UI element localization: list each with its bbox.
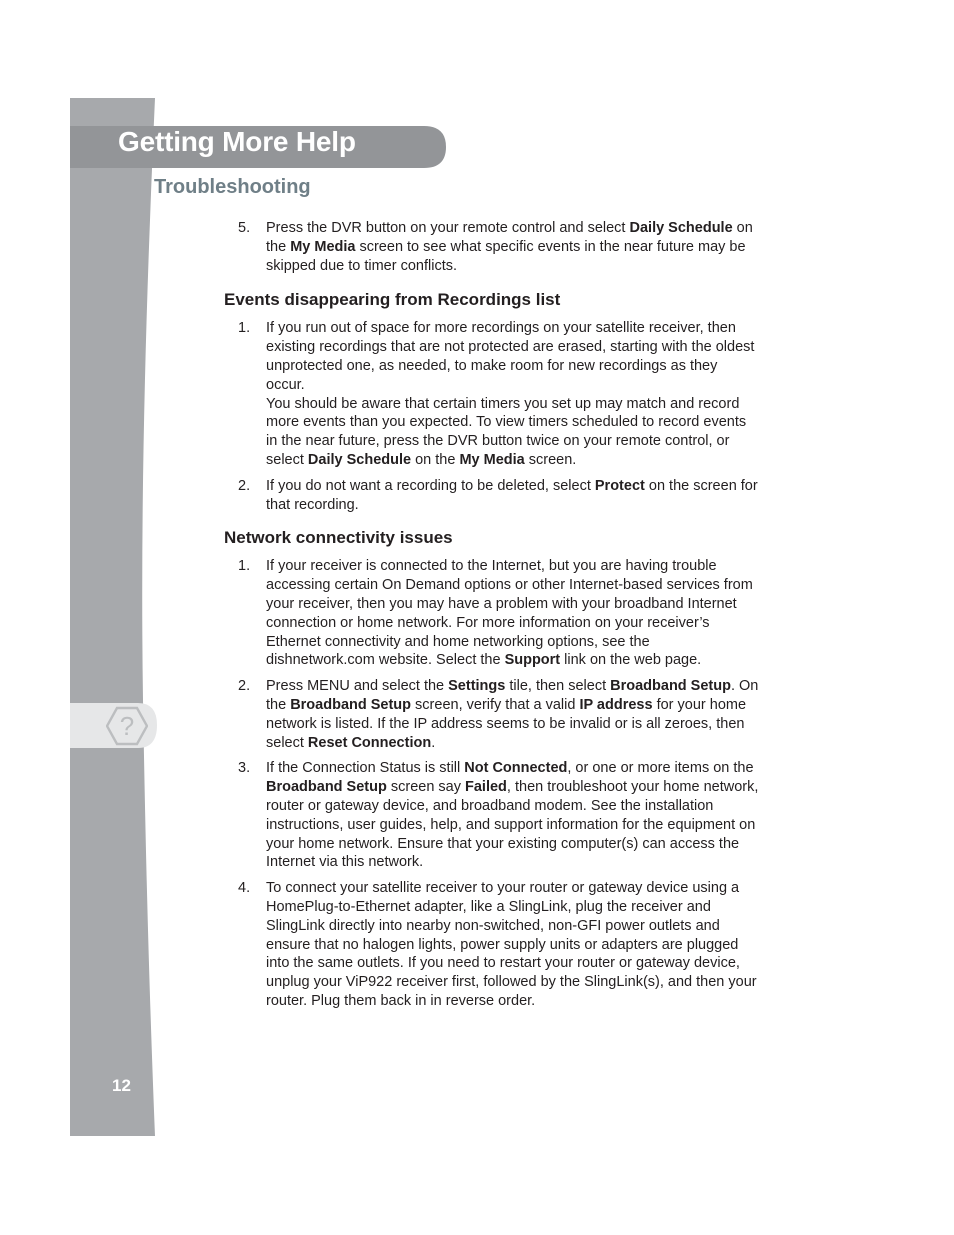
list-item-number: 2.	[238, 678, 251, 695]
list-item-number: 4.	[238, 880, 251, 897]
list-item-text: To connect your satellite receiver to your router or gateway device using a HomePlug-to-Ethernet adapter, like a SlingLink, plug the receiver and SlingLink directly into nearby non-switched, non-GFI power outlets and ensure that no halogen lights, power supply units or adapters are plugged into the same outlets. If you need to restart your router or gateway device, unplug your ViP922 receiver first, followed by the SlingLink(s), and then your router. Plug them back in in reverse order.	[266, 880, 757, 1009]
list-item-text: If you do not want a recording to be deleted, select Protect on the screen for that recording.	[266, 477, 758, 513]
section-network	[224, 527, 759, 1010]
section-events	[224, 289, 759, 514]
bold-term: IP address	[579, 696, 653, 713]
section-heading-events: Events disappearing from Recordings list	[224, 290, 561, 310]
bold-term: Not Connected	[464, 760, 568, 777]
list-item-text: If the Connection Status is still Not Connected, or one or more items on the Broadband Setup screen say Failed, then troubleshoot your home network, router or gateway device, and broadband modem. See the installation instructions, user guides, help, and support information for the equipment on your home network. Ensure that your existing computer(s) can access the Internet via this network.	[266, 760, 759, 871]
list-item-number: 5.	[238, 220, 251, 236]
bold-term: Daily Schedule	[307, 451, 412, 468]
bold-term: Support	[504, 652, 561, 669]
bold-term: Broadband Setup	[290, 696, 412, 713]
bold-term: Protect	[594, 477, 645, 494]
list-item	[224, 319, 759, 469]
list-item	[224, 759, 759, 872]
network-list	[224, 557, 759, 1010]
list-item-number: 1.	[238, 320, 251, 337]
list-item-text: If you run out of space for more recordings on your satellite receiver, then existing recordings that are not protected are erased, starting with the oldest unprotected one, as needed, to make room for new recordings as they occur. You should be aware that certain timers you set up may match and record more events than you expected. To view timers scheduled to record events in the near future, press the DVR button twice on your remote control, or select Daily Schedule on the My Media screen.	[266, 320, 755, 468]
list-item	[224, 557, 759, 670]
list-item	[224, 879, 759, 1011]
bold-term: Reset Connection	[307, 734, 432, 751]
list-item-text: If your receiver is connected to the Internet, but you are having trouble accessing certain On Demand options or other Internet-based services from your receiver, then you may have a problem with your broadband Internet connection or home network. For more information on your receiver’s Ethernet connectivity and home networking options, see the dishnetwork.com website. Select the Support link on the web page.	[266, 558, 753, 669]
bold-term: My Media	[290, 238, 356, 255]
bold-term: Broadband Setup	[266, 779, 387, 796]
document-body	[224, 219, 759, 1018]
question-mark-icon	[106, 706, 148, 746]
list-item	[224, 477, 759, 515]
bold-term: Daily Schedule	[629, 220, 733, 236]
intro-list	[224, 219, 759, 275]
list-item-text: Press the DVR button on your remote control and select Daily Schedule on the My Media screen to see what specific events in the near future may be skipped due to timer conflicts.	[266, 220, 753, 274]
list-item-number: 3.	[238, 760, 251, 777]
bold-term: Settings	[448, 678, 506, 695]
sidebar-band	[70, 98, 155, 1136]
section-heading-network: Network connectivity issues	[224, 528, 453, 548]
list-item	[224, 677, 759, 752]
bold-term: My Media	[459, 451, 525, 468]
events-list	[224, 319, 759, 514]
list-item-text: Press MENU and select the Settings tile, then select Broadband Setup. On the Broadband Setup screen, verify that a valid IP address for your home network is listed. If the IP address seems to be invalid or is all zeroes, then select Reset Connection.	[266, 678, 759, 751]
bold-term: Failed	[465, 779, 507, 796]
list-item-number: 1.	[238, 558, 251, 575]
bold-term: Broadband Setup	[610, 678, 731, 695]
question-mark-glyph: ?	[119, 711, 135, 741]
section-title: Troubleshooting	[154, 176, 311, 198]
page-title: Getting More Help	[118, 126, 356, 157]
list-item-number: 2.	[238, 477, 251, 494]
list-item	[224, 219, 759, 275]
page-number: 12	[112, 1076, 131, 1095]
